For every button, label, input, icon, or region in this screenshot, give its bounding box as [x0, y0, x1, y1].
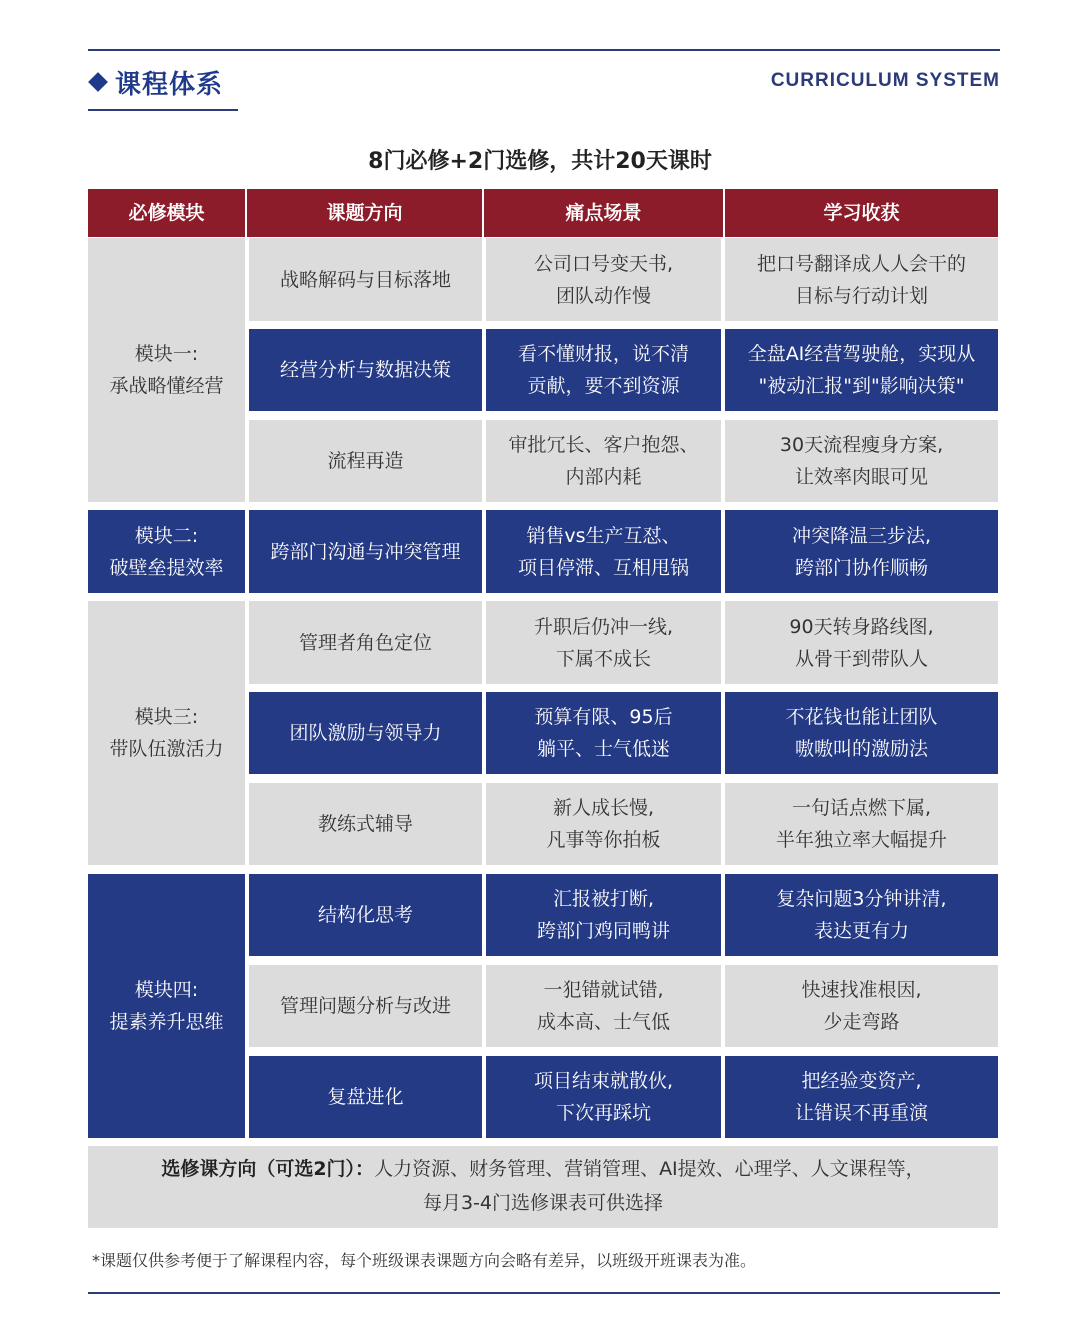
row-pain: 升职后仍冲一线, 下属不成长 [486, 601, 721, 684]
row-gain: 全盘AI经营驾驶舱，实现从 "被动汇报"到"影响决策" [725, 329, 998, 411]
row-pain: 预算有限、95后 躺平、士气低迷 [486, 692, 721, 774]
row-pain: 汇报被打断, 跨部门鸡同鸭讲 [486, 874, 721, 956]
elective-line-1 [88, 1154, 998, 1181]
footnote: *课题仅供参考便于了解课程内容，每个班级课表课题方向会略有差异，以班级开班课表为准。 [92, 1251, 757, 1270]
top-rule [88, 49, 1000, 51]
curriculum-subtitle: 8门必修+2门选修，共计20天课时 [368, 149, 712, 174]
row-topic: 跨部门沟通与冲突管理 [249, 510, 482, 593]
module-1-name: 模块一: 承战略懂经营 [88, 238, 245, 502]
row-topic: 流程再造 [249, 420, 482, 502]
row-topic: 复盘进化 [249, 1056, 482, 1138]
row-topic: 教练式辅导 [249, 783, 482, 865]
col-header-module: 必修模块 [88, 189, 245, 237]
module-2-name: 模块二: 破壁垒提效率 [88, 510, 245, 593]
section-title-text: 课程体系 [115, 69, 224, 100]
row-pain: 看不懂财报，说不清 贡献，要不到资源 [486, 329, 721, 411]
row-pain: 项目结束就散伙, 下次再踩坑 [486, 1056, 721, 1138]
row-gain: 复杂问题3分钟讲清, 表达更有力 [725, 874, 998, 956]
section-title-english: CURRICULUM SYSTEM [770, 70, 1000, 91]
row-topic: 管理者角色定位 [249, 601, 482, 684]
row-gain: 快速找准根因, 少走弯路 [725, 965, 998, 1047]
bottom-rule [88, 1292, 1000, 1294]
diamond-icon [88, 72, 108, 92]
elective-box [88, 1146, 998, 1228]
elective-label: 选修课方向（可选2门）： [161, 1158, 375, 1180]
title-underline [88, 109, 238, 111]
module-4-name: 模块四: 提素养升思维 [88, 874, 245, 1138]
row-topic: 战略解码与目标落地 [249, 238, 482, 321]
row-topic: 管理问题分析与改进 [249, 965, 482, 1047]
row-gain: 把经验变资产, 让错误不再重演 [725, 1056, 998, 1138]
row-gain: 一句话点燃下属, 半年独立率大幅提升 [725, 783, 998, 865]
module-3-name: 模块三: 带队伍激活力 [88, 601, 245, 865]
row-pain: 新人成长慢, 凡事等你拍板 [486, 783, 721, 865]
row-pain: 销售vs生产互怼、 项目停滞、互相甩锅 [486, 510, 721, 593]
row-pain: 审批冗长、客户抱怨、 内部内耗 [486, 420, 721, 502]
row-gain: 冲突降温三步法, 跨部门协作顺畅 [725, 510, 998, 593]
row-gain: 不花钱也能让团队 嗷嗷叫的激励法 [725, 692, 998, 774]
row-gain: 30天流程瘦身方案, 让效率肉眼可见 [725, 420, 998, 502]
row-gain: 把口号翻译成人人会干的 目标与行动计划 [725, 238, 998, 321]
col-header-pain: 痛点场景 [484, 189, 723, 237]
row-topic: 团队激励与领导力 [249, 692, 482, 774]
row-pain: 公司口号变天书, 团队动作慢 [486, 238, 721, 321]
row-topic: 经营分析与数据决策 [249, 329, 482, 411]
elective-text: 人力资源、财务管理、营销管理、AI提效、心理学、人文课程等， [374, 1158, 925, 1180]
row-pain: 一犯错就试错, 成本高、士气低 [486, 965, 721, 1047]
col-header-gain: 学习收获 [725, 189, 998, 237]
row-gain: 90天转身路线图, 从骨干到带队人 [725, 601, 998, 684]
elective-line-2: 每月3-4门选修课表可供选择 [422, 1192, 664, 1214]
section-title [88, 64, 223, 100]
col-header-topic: 课题方向 [247, 189, 482, 237]
row-topic: 结构化思考 [249, 874, 482, 956]
